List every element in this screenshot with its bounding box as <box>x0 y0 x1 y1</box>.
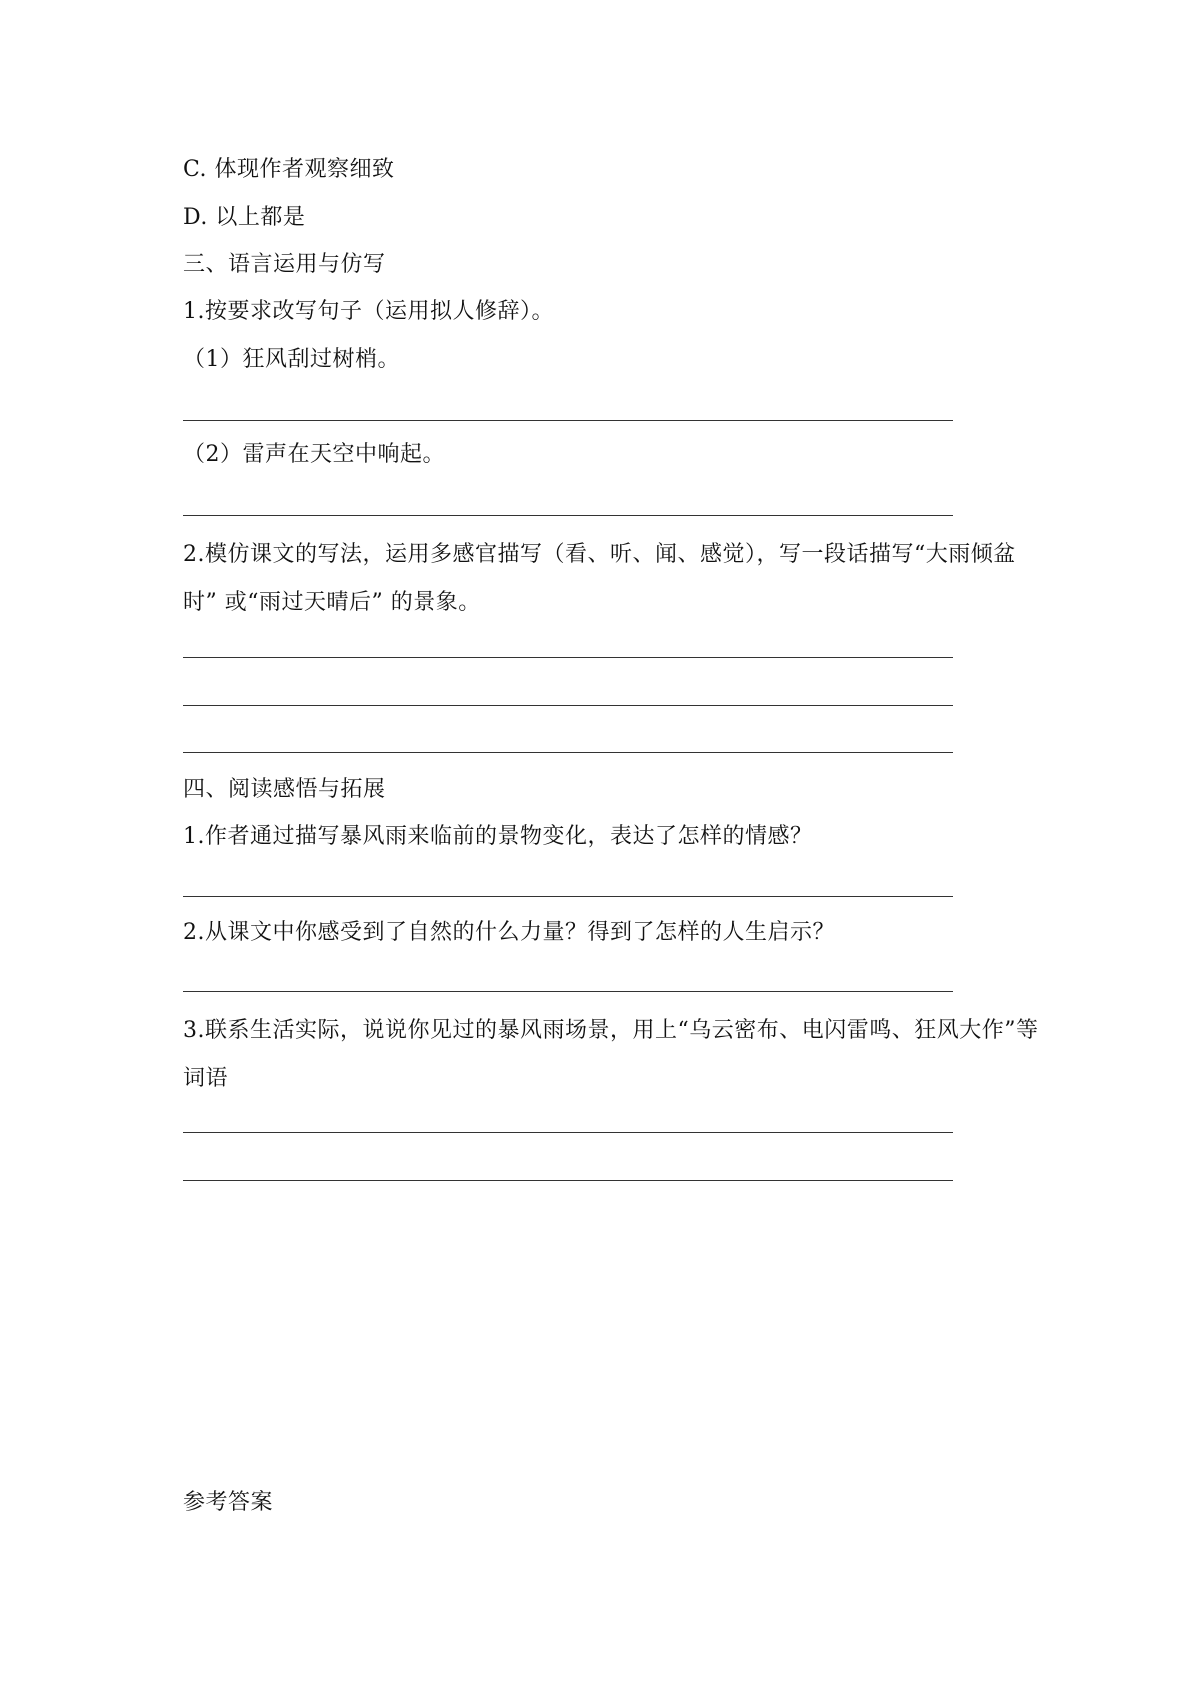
answer-line[interactable] <box>183 515 953 516</box>
section-heading-4: 四、阅读感悟与拓展 <box>183 777 386 802</box>
answer-line[interactable] <box>183 705 953 706</box>
question-3-2: 2.模仿课文的写法，运用多感官描写（看、听、闻、感觉），写一段话描写“大雨倾盆时” 或“雨过天晴后” 的景象。 <box>183 542 1016 615</box>
answer-line[interactable] <box>183 1180 953 1181</box>
answer-line[interactable] <box>183 896 953 897</box>
answer-line[interactable] <box>183 1132 953 1133</box>
question-4-2: 2.从课文中你感受到了自然的什么力量？得到了怎样的人生启示？ <box>183 920 835 945</box>
answer-line[interactable] <box>183 752 953 753</box>
question-4-3: 3.联系生活实际，说说你见过的暴风雨场景，用上“乌云密布、电闪雷鸣、狂风大作”等词语 <box>183 1018 1039 1091</box>
question-3-1-2: （2）雷声在天空中响起。 <box>183 442 445 467</box>
reference-answers-heading: 参考答案 <box>183 1490 274 1515</box>
section-heading-3: 三、语言运用与仿写 <box>183 252 386 277</box>
answer-line[interactable] <box>183 657 953 658</box>
question-4-1: 1.作者通过描写暴风雨来临前的景物变化，表达了怎样的情感？ <box>183 824 813 849</box>
question-3-1: 1.按要求改写句子（运用拟人修辞）。 <box>183 299 554 324</box>
option-c: C. 体现作者观察细致 <box>183 157 395 182</box>
question-3-1-1: （1）狂风刮过树梢。 <box>183 347 400 372</box>
option-d: D. 以上都是 <box>183 205 306 230</box>
answer-line[interactable] <box>183 991 953 992</box>
answer-line[interactable] <box>183 420 953 421</box>
